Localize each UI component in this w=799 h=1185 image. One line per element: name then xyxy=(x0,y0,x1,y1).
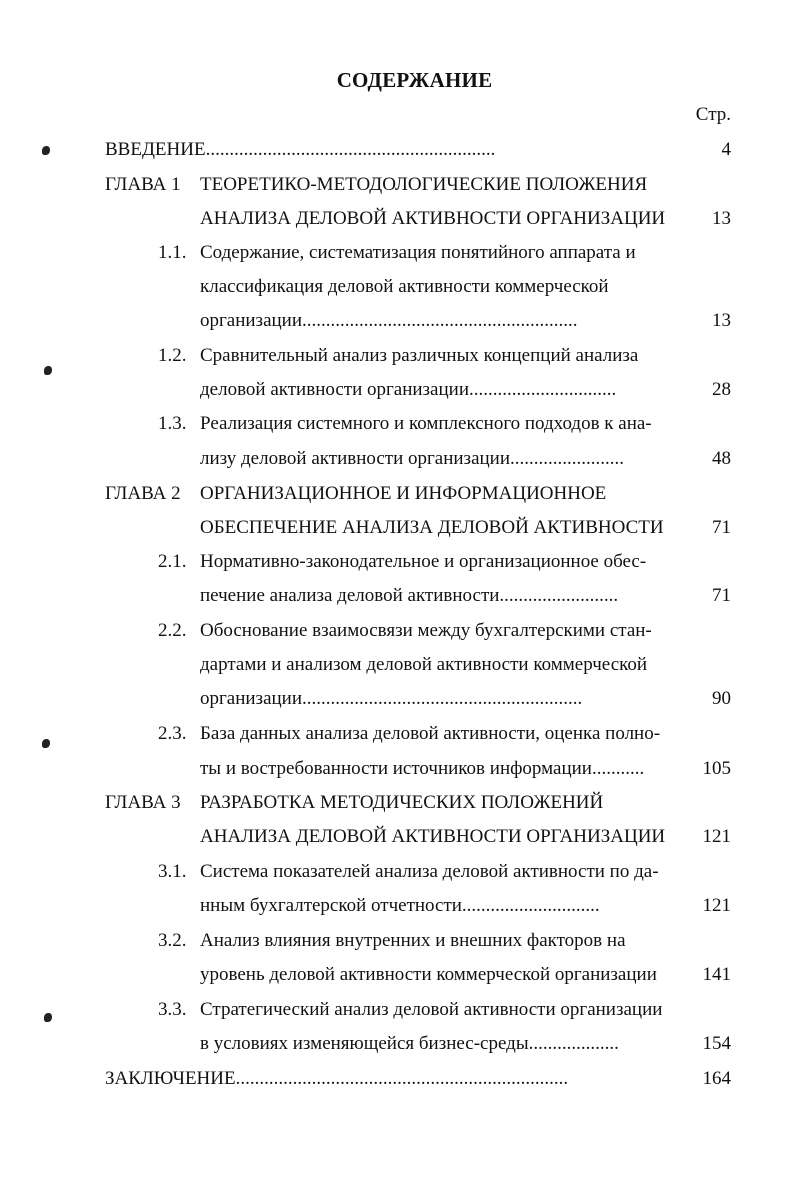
entry-text: АНАЛИЗА ДЕЛОВОЙ АКТИВНОСТИ ОРГАНИЗАЦИИ xyxy=(200,826,666,847)
entry-page: 105 xyxy=(702,758,731,779)
toc-section xyxy=(0,545,799,579)
entry-text: ЗАКЛЮЧЕНИЕ...................................................................... xyxy=(105,1068,569,1089)
toc-section xyxy=(0,855,799,889)
entry-page: 4 xyxy=(721,139,731,160)
toc-entry xyxy=(0,133,799,167)
entry-page: 154 xyxy=(702,1033,731,1054)
toc-section xyxy=(0,614,799,648)
entry-text: Анализ влияния внутренних и внешних факторов на xyxy=(200,930,626,951)
entry-page: 164 xyxy=(702,1068,731,1089)
entry-text: Сравнительный анализ различных концепций анализа xyxy=(200,345,639,366)
toc-entry-continued xyxy=(0,889,799,923)
section-number: 3.1. xyxy=(158,861,187,882)
entry-text: печение анализа деловой активности......................... xyxy=(200,585,619,606)
entry-page: 13 xyxy=(712,310,731,331)
section-number: 1.1. xyxy=(158,242,187,263)
toc-entry xyxy=(0,1062,799,1096)
entry-text: организации.......................................................... xyxy=(200,310,578,331)
section-number: 3.3. xyxy=(158,999,187,1020)
entry-text: АНАЛИЗА ДЕЛОВОЙ АКТИВНОСТИ ОРГАНИЗАЦИИ xyxy=(200,208,666,229)
section-number: 2.3. xyxy=(158,723,187,744)
entry-text: деловой активности организации............................... xyxy=(200,379,617,400)
entry-page: 90 xyxy=(712,688,731,709)
toc-entry-continued xyxy=(0,511,799,545)
entry-text: организации........................................................... xyxy=(200,688,583,709)
page-column-header: Стр. xyxy=(695,104,731,125)
entry-text: Обоснование взаимосвязи между бухгалтерскими стан- xyxy=(200,620,652,641)
scan-speck xyxy=(44,1013,52,1022)
toc-entry-continued xyxy=(0,958,799,992)
toc-chapter xyxy=(0,786,799,820)
chapter-label: ГЛАВА 2 xyxy=(105,483,181,504)
toc-section xyxy=(0,924,799,958)
entry-page: 121 xyxy=(702,826,731,847)
entry-text: Реализация системного и комплексного подходов к ана- xyxy=(200,413,652,434)
entry-page: 13 xyxy=(712,208,731,229)
entry-page: 121 xyxy=(702,895,731,916)
toc-entry-continued xyxy=(0,373,799,407)
toc-entry-continued xyxy=(0,1027,799,1061)
toc-entry-continued xyxy=(0,752,799,786)
entry-text: ТЕОРЕТИКО-МЕТОДОЛОГИЧЕСКИЕ ПОЛОЖЕНИЯ xyxy=(200,174,648,195)
toc-section xyxy=(0,339,799,373)
entry-text: уровень деловой активности коммерческой организации xyxy=(200,964,657,985)
entry-text: в условиях изменяющейся бизнес-среды................... xyxy=(200,1033,619,1054)
scan-speck xyxy=(42,739,50,748)
entry-page: 141 xyxy=(702,964,731,985)
entry-text: Стратегический анализ деловой активности организации xyxy=(200,999,663,1020)
entry-page: 71 xyxy=(712,517,731,538)
toc-chapter xyxy=(0,477,799,511)
entry-text: ОБЕСПЕЧЕНИЕ АНАЛИЗА ДЕЛОВОЙ АКТИВНОСТИ xyxy=(200,517,664,538)
section-number: 2.2. xyxy=(158,620,187,641)
toc-section xyxy=(0,717,799,751)
toc-section xyxy=(0,236,799,270)
entry-text: База данных анализа деловой активности, оценка полно- xyxy=(200,723,661,744)
toc-section xyxy=(0,407,799,441)
toc-entry-continued xyxy=(0,270,799,304)
entry-text: Содержание, систематизация понятийного аппарата и xyxy=(200,242,636,263)
entry-page: 48 xyxy=(712,448,731,469)
section-number: 1.2. xyxy=(158,345,187,366)
chapter-label: ГЛАВА 3 xyxy=(105,792,181,813)
toc-entry-continued xyxy=(0,820,799,854)
entry-text: нным бухгалтерской отчетности............................. xyxy=(200,895,600,916)
chapter-label: ГЛАВА 1 xyxy=(105,174,181,195)
entry-text: классификация деловой активности коммерческой xyxy=(200,276,609,297)
entry-text: Нормативно-законодательное и организационное обес- xyxy=(200,551,647,572)
toc-title: СОДЕРЖАНИЕ xyxy=(336,68,493,92)
toc-entry-continued xyxy=(0,648,799,682)
entry-page: 28 xyxy=(712,379,731,400)
toc-entry-continued xyxy=(0,442,799,476)
entry-text: ты и востребованности источников информации........... xyxy=(200,758,645,779)
toc-entry-continued xyxy=(0,202,799,236)
toc-section xyxy=(0,993,799,1027)
entry-text: лизу деловой активности организации........................ xyxy=(200,448,625,469)
entry-text: ОРГАНИЗАЦИОННОЕ И ИНФОРМАЦИОННОЕ xyxy=(200,483,607,504)
entry-text: дартами и анализом деловой активности коммерческой xyxy=(200,654,648,675)
toc-entry-continued xyxy=(0,579,799,613)
section-number: 2.1. xyxy=(158,551,187,572)
scan-speck xyxy=(44,366,52,375)
toc-chapter xyxy=(0,168,799,202)
entry-page: 71 xyxy=(712,585,731,606)
entry-text: РАЗРАБОТКА МЕТОДИЧЕСКИХ ПОЛОЖЕНИЙ xyxy=(200,792,604,813)
toc-entry-continued xyxy=(0,682,799,716)
toc-entry-continued xyxy=(0,304,799,338)
section-number: 3.2. xyxy=(158,930,187,951)
entry-text: ВВЕДЕНИЕ............................................................. xyxy=(105,139,496,160)
entry-text: Система показателей анализа деловой активности по да- xyxy=(200,861,659,882)
scan-speck xyxy=(42,146,50,155)
section-number: 1.3. xyxy=(158,413,187,434)
